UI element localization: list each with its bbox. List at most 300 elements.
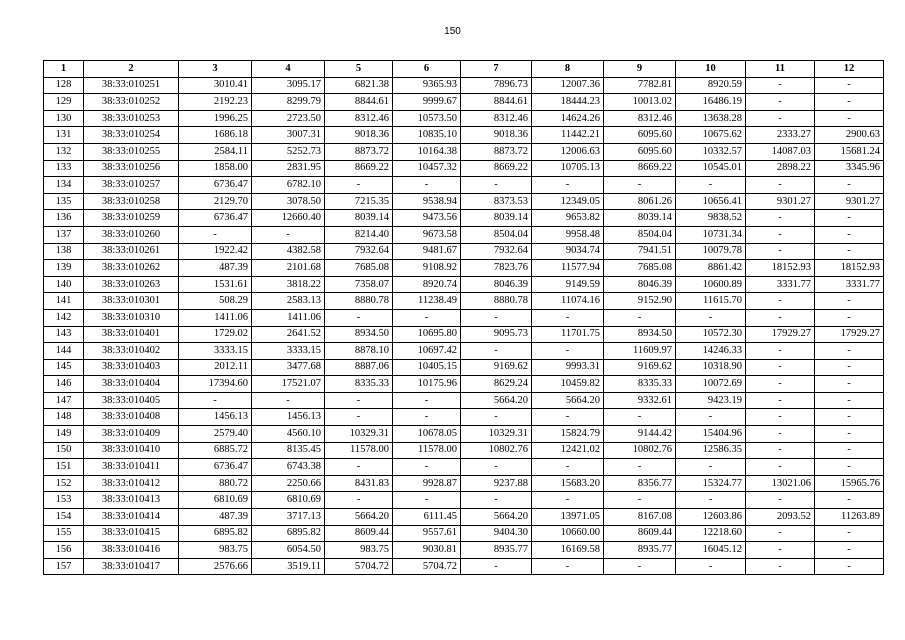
table-cell: -	[815, 442, 884, 459]
table-cell: -	[676, 309, 746, 326]
table-cell: 9653.82	[532, 210, 604, 227]
table-cell: 5252.73	[252, 143, 325, 160]
table-cell: 983.75	[325, 542, 393, 559]
table-cell: 38:33:010416	[84, 542, 179, 559]
table-cell: 8214.40	[325, 226, 393, 243]
table-cell: -	[325, 177, 393, 194]
table-cell: 144	[44, 343, 84, 360]
table-cell: 6895.82	[252, 525, 325, 542]
table-cell: 8878.10	[325, 343, 393, 360]
table-cell: -	[815, 392, 884, 409]
table-cell: 8934.50	[325, 326, 393, 343]
table-cell: 2192.23	[179, 94, 252, 111]
table-cell: 38:33:010310	[84, 309, 179, 326]
table-cell: -	[815, 343, 884, 360]
table-cell: 9149.59	[532, 276, 604, 293]
table-cell: -	[461, 558, 532, 575]
table-cell: 8935.77	[461, 542, 532, 559]
table-cell: 130	[44, 110, 84, 127]
table-cell: 10329.31	[325, 426, 393, 443]
table-cell: -	[676, 409, 746, 426]
table-cell: -	[532, 459, 604, 476]
table-cell: 10731.34	[676, 226, 746, 243]
table-cell: 9018.36	[461, 127, 532, 144]
table-cell: 2250.66	[252, 475, 325, 492]
table-cell: -	[461, 492, 532, 509]
table-cell: 9144.42	[604, 426, 676, 443]
table-cell: 15965.76	[815, 475, 884, 492]
table-cell: 11578.00	[325, 442, 393, 459]
table-cell: -	[325, 309, 393, 326]
table-row	[44, 260, 884, 277]
table-cell: 146	[44, 376, 84, 393]
table-cell: 8880.78	[325, 293, 393, 310]
table-cell: -	[461, 177, 532, 194]
table-cell: 17394.60	[179, 376, 252, 393]
table-cell: 9301.27	[815, 193, 884, 210]
table-cell: 10332.57	[676, 143, 746, 160]
table-cell: -	[532, 343, 604, 360]
table-cell: 983.75	[179, 542, 252, 559]
table-cell: -	[746, 459, 815, 476]
table-row	[44, 392, 884, 409]
table-cell: 6885.72	[179, 442, 252, 459]
table-cell: -	[746, 293, 815, 310]
table-cell: 7215.35	[325, 193, 393, 210]
table-cell: 12218.60	[676, 525, 746, 542]
table-cell: -	[325, 492, 393, 509]
table-cell: 8669.22	[604, 160, 676, 177]
table-cell: 2101.68	[252, 260, 325, 277]
table-cell: 38:33:010263	[84, 276, 179, 293]
table-cell: 10079.78	[676, 243, 746, 260]
table-cell: 38:33:010256	[84, 160, 179, 177]
table-cell: 11442.21	[532, 127, 604, 144]
column-header: 11	[746, 61, 815, 78]
table-cell: 3095.17	[252, 77, 325, 94]
table-cell: 15681.24	[815, 143, 884, 160]
table-cell: 17929.27	[746, 326, 815, 343]
table-row	[44, 127, 884, 144]
table-cell: 134	[44, 177, 84, 194]
table-row	[44, 343, 884, 360]
table-cell: 38:33:010405	[84, 392, 179, 409]
table-cell: 132	[44, 143, 84, 160]
table-row	[44, 77, 884, 94]
table-cell: 138	[44, 243, 84, 260]
table-cell: 136	[44, 210, 84, 227]
table-cell: 1729.02	[179, 326, 252, 343]
table-cell: 10697.42	[393, 343, 461, 360]
table-cell: 141	[44, 293, 84, 310]
table-cell: -	[746, 558, 815, 575]
table-cell: 15683.20	[532, 475, 604, 492]
table-cell: 9481.67	[393, 243, 461, 260]
table-row	[44, 243, 884, 260]
table-cell: 38:33:010404	[84, 376, 179, 393]
table-cell: -	[746, 442, 815, 459]
table-cell: 2333.27	[746, 127, 815, 144]
table-cell: 8335.33	[604, 376, 676, 393]
column-header: 9	[604, 61, 676, 78]
table-cell: 5664.20	[461, 392, 532, 409]
table-cell: 9538.94	[393, 193, 461, 210]
table-cell: -	[393, 177, 461, 194]
table-cell: 38:33:010415	[84, 525, 179, 542]
table-cell: 9018.36	[325, 127, 393, 144]
table-cell: 8920.59	[676, 77, 746, 94]
table-cell: 3717.13	[252, 509, 325, 526]
table-cell: 6095.60	[604, 143, 676, 160]
table-cell: 8312.46	[604, 110, 676, 127]
table-cell: 38:33:010252	[84, 94, 179, 111]
table-cell: 8356.77	[604, 475, 676, 492]
table-row	[44, 492, 884, 509]
table-cell: 139	[44, 260, 84, 277]
table-cell: 7358.07	[325, 276, 393, 293]
table-cell: 5704.72	[325, 558, 393, 575]
table-cell: 487.39	[179, 509, 252, 526]
table-cell: 149	[44, 426, 84, 443]
table-cell: 8609.44	[325, 525, 393, 542]
table-cell: 10175.96	[393, 376, 461, 393]
table-cell: 3818.22	[252, 276, 325, 293]
table-cell: 16045.12	[676, 542, 746, 559]
table-cell: -	[815, 243, 884, 260]
table-row	[44, 160, 884, 177]
table-cell: 14624.26	[532, 110, 604, 127]
table-cell: 4560.10	[252, 426, 325, 443]
table-cell: 8504.04	[604, 226, 676, 243]
table-cell: 17929.27	[815, 326, 884, 343]
table-cell: 14246.33	[676, 343, 746, 360]
table-cell: 18152.93	[815, 260, 884, 277]
table-cell: 150	[44, 442, 84, 459]
table-cell: 12349.05	[532, 193, 604, 210]
table-cell: 7685.08	[604, 260, 676, 277]
table-cell: 152	[44, 475, 84, 492]
table-cell: -	[461, 409, 532, 426]
table-cell: 10572.30	[676, 326, 746, 343]
table-cell: 5664.20	[461, 509, 532, 526]
table-cell: 10678.05	[393, 426, 461, 443]
table-cell: 8135.45	[252, 442, 325, 459]
table-cell: 156	[44, 542, 84, 559]
table-cell: -	[746, 94, 815, 111]
table-cell: 9301.27	[746, 193, 815, 210]
table-cell: 3333.15	[252, 343, 325, 360]
column-header: 1	[44, 61, 84, 78]
table-cell: 14087.03	[746, 143, 815, 160]
table-cell: 148	[44, 409, 84, 426]
table-cell: 11577.94	[532, 260, 604, 277]
table-header-row	[44, 61, 884, 78]
table-cell: -	[532, 177, 604, 194]
table-cell: 880.72	[179, 475, 252, 492]
table-cell: -	[815, 359, 884, 376]
table-cell: 10329.31	[461, 426, 532, 443]
table-cell: 10705.13	[532, 160, 604, 177]
table-cell: -	[815, 94, 884, 111]
table-row	[44, 558, 884, 575]
table-cell: 16169.58	[532, 542, 604, 559]
table-cell: 8669.22	[461, 160, 532, 177]
table-cell: 8299.79	[252, 94, 325, 111]
table-cell: 8935.77	[604, 542, 676, 559]
table-cell: 6736.47	[179, 177, 252, 194]
column-header: 7	[461, 61, 532, 78]
table-cell: 9169.62	[604, 359, 676, 376]
table-cell: 38:33:010262	[84, 260, 179, 277]
table-cell: 137	[44, 226, 84, 243]
table-cell: -	[746, 243, 815, 260]
column-header: 12	[815, 61, 884, 78]
table-cell: 8335.33	[325, 376, 393, 393]
table-cell: -	[746, 426, 815, 443]
table-cell: 9108.92	[393, 260, 461, 277]
table-cell: 38:33:010417	[84, 558, 179, 575]
table-cell: -	[179, 392, 252, 409]
table-cell: 9332.61	[604, 392, 676, 409]
table-cell: -	[815, 492, 884, 509]
table-cell: 9365.93	[393, 77, 461, 94]
table-cell: 8504.04	[461, 226, 532, 243]
table-cell: 3519.11	[252, 558, 325, 575]
table-cell: -	[461, 343, 532, 360]
column-header: 4	[252, 61, 325, 78]
table-cell: 8167.08	[604, 509, 676, 526]
table-cell: 18152.93	[746, 260, 815, 277]
table-cell: 8312.46	[325, 110, 393, 127]
table-cell: -	[179, 226, 252, 243]
table-cell: 1456.13	[252, 409, 325, 426]
table-cell: 9423.19	[676, 392, 746, 409]
table-cell: 8039.14	[461, 210, 532, 227]
table-cell: 1922.42	[179, 243, 252, 260]
table-cell: -	[393, 459, 461, 476]
table-cell: 38:33:010259	[84, 210, 179, 227]
table-cell: -	[746, 110, 815, 127]
table-cell: 8880.78	[461, 293, 532, 310]
table-row	[44, 276, 884, 293]
table-cell: 8669.22	[325, 160, 393, 177]
table-cell: -	[815, 376, 884, 393]
table-cell: 8312.46	[461, 110, 532, 127]
table-cell: 10675.62	[676, 127, 746, 144]
column-header: 8	[532, 61, 604, 78]
table-cell: 6782.10	[252, 177, 325, 194]
table-cell: 7941.51	[604, 243, 676, 260]
table-cell: -	[393, 409, 461, 426]
table-cell: 8861.42	[676, 260, 746, 277]
table-cell: 7896.73	[461, 77, 532, 94]
column-header: 2	[84, 61, 179, 78]
table-cell: -	[746, 77, 815, 94]
table-row	[44, 110, 884, 127]
table-cell: 6111.45	[393, 509, 461, 526]
table-cell: 1456.13	[179, 409, 252, 426]
table-cell: -	[746, 177, 815, 194]
table-cell: 1996.25	[179, 110, 252, 127]
table-cell: 3477.68	[252, 359, 325, 376]
table-cell: 9838.52	[676, 210, 746, 227]
table-cell: 12586.35	[676, 442, 746, 459]
table-cell: 13638.28	[676, 110, 746, 127]
table-cell: 2900.63	[815, 127, 884, 144]
table-cell: 12007.36	[532, 77, 604, 94]
table-cell: 38:33:010411	[84, 459, 179, 476]
table-cell: 155	[44, 525, 84, 542]
table-cell: -	[252, 392, 325, 409]
table-cell: 38:33:010255	[84, 143, 179, 160]
table-cell: 8873.72	[325, 143, 393, 160]
table-cell: -	[815, 210, 884, 227]
table-cell: 3331.77	[815, 276, 884, 293]
table-cell: 12603.86	[676, 509, 746, 526]
table-cell: -	[604, 459, 676, 476]
table-cell: 5664.20	[325, 509, 393, 526]
table-cell: 7685.08	[325, 260, 393, 277]
table-cell: 6895.82	[179, 525, 252, 542]
table-cell: 1411.06	[179, 309, 252, 326]
table-cell: 38:33:010260	[84, 226, 179, 243]
table-cell: 1858.00	[179, 160, 252, 177]
table-cell: 2584.11	[179, 143, 252, 160]
table-cell: 6095.60	[604, 127, 676, 144]
table-cell: 8046.39	[461, 276, 532, 293]
table-row	[44, 210, 884, 227]
table-cell: -	[746, 359, 815, 376]
table-cell: 38:33:010403	[84, 359, 179, 376]
table-cell: 6810.69	[252, 492, 325, 509]
table-cell: 9958.48	[532, 226, 604, 243]
table-cell: 9404.30	[461, 525, 532, 542]
table-cell: 10164.38	[393, 143, 461, 160]
table-cell: 7823.76	[461, 260, 532, 277]
table-cell: 128	[44, 77, 84, 94]
table-cell: 10573.50	[393, 110, 461, 127]
table-cell: 6743.38	[252, 459, 325, 476]
table-cell: 5704.72	[393, 558, 461, 575]
table-cell: 2012.11	[179, 359, 252, 376]
table-cell: 16486.19	[676, 94, 746, 111]
table-cell: 6810.69	[179, 492, 252, 509]
table-cell: -	[604, 177, 676, 194]
table-cell: 15324.77	[676, 475, 746, 492]
table-cell: 12421.02	[532, 442, 604, 459]
table-cell: -	[746, 392, 815, 409]
table-cell: -	[815, 309, 884, 326]
table-cell: 9928.87	[393, 475, 461, 492]
table-cell: -	[746, 210, 815, 227]
table-cell: 10405.15	[393, 359, 461, 376]
table-cell: 38:33:010258	[84, 193, 179, 210]
table-cell: -	[815, 77, 884, 94]
table-cell: 10072.69	[676, 376, 746, 393]
table-cell: 10660.00	[532, 525, 604, 542]
table-cell: -	[393, 392, 461, 409]
table-cell: -	[393, 309, 461, 326]
table-cell: 9557.61	[393, 525, 461, 542]
table-cell: -	[676, 177, 746, 194]
table-cell: -	[393, 492, 461, 509]
table-cell: 8920.74	[393, 276, 461, 293]
table-cell: 38:33:010408	[84, 409, 179, 426]
table-row	[44, 442, 884, 459]
table-cell: 38:33:010251	[84, 77, 179, 94]
table-cell: 140	[44, 276, 84, 293]
table-cell: 6736.47	[179, 210, 252, 227]
table-cell: 131	[44, 127, 84, 144]
table-cell: 8373.53	[461, 193, 532, 210]
table-cell: 2831.95	[252, 160, 325, 177]
table-cell: 8873.72	[461, 143, 532, 160]
table-cell: 3010.41	[179, 77, 252, 94]
table-row	[44, 143, 884, 160]
column-header: 10	[676, 61, 746, 78]
table-row	[44, 293, 884, 310]
table-cell: 9030.81	[393, 542, 461, 559]
table-cell: -	[252, 226, 325, 243]
table-cell: 3078.50	[252, 193, 325, 210]
table-cell: 8039.14	[604, 210, 676, 227]
table-cell: 10802.76	[604, 442, 676, 459]
table-cell: -	[746, 492, 815, 509]
table-row	[44, 359, 884, 376]
table-cell: 11609.97	[604, 343, 676, 360]
table-cell: 10457.32	[393, 160, 461, 177]
table-cell: 1531.61	[179, 276, 252, 293]
table-cell: 12660.40	[252, 210, 325, 227]
table-cell: 38:33:010401	[84, 326, 179, 343]
column-header: 3	[179, 61, 252, 78]
table-cell: 15404.96	[676, 426, 746, 443]
table-cell: 10600.89	[676, 276, 746, 293]
table-cell: -	[604, 492, 676, 509]
table-cell: -	[532, 309, 604, 326]
table-cell: 9673.58	[393, 226, 461, 243]
table-cell: 11615.70	[676, 293, 746, 310]
table-row	[44, 309, 884, 326]
table-cell: 9237.88	[461, 475, 532, 492]
table-cell: 11074.16	[532, 293, 604, 310]
table-cell: 17521.07	[252, 376, 325, 393]
table-cell: 11263.89	[815, 509, 884, 526]
table-cell: 15824.79	[532, 426, 604, 443]
table-cell: 6821.38	[325, 77, 393, 94]
table-cell: 129	[44, 94, 84, 111]
table-cell: 151	[44, 459, 84, 476]
column-header: 6	[393, 61, 461, 78]
column-header: 5	[325, 61, 393, 78]
table-cell: -	[746, 343, 815, 360]
table-cell: 8609.44	[604, 525, 676, 542]
table-cell: -	[746, 525, 815, 542]
table-cell: 18444.23	[532, 94, 604, 111]
table-cell: 8844.61	[325, 94, 393, 111]
table-cell: 2723.50	[252, 110, 325, 127]
table-cell: 2898.22	[746, 160, 815, 177]
table-cell: 1411.06	[252, 309, 325, 326]
table-cell: 8844.61	[461, 94, 532, 111]
table-cell: 13021.06	[746, 475, 815, 492]
table-row	[44, 475, 884, 492]
table-cell: 9169.62	[461, 359, 532, 376]
table-row	[44, 459, 884, 476]
table-cell: 9034.74	[532, 243, 604, 260]
table-cell: -	[746, 226, 815, 243]
table-row	[44, 542, 884, 559]
